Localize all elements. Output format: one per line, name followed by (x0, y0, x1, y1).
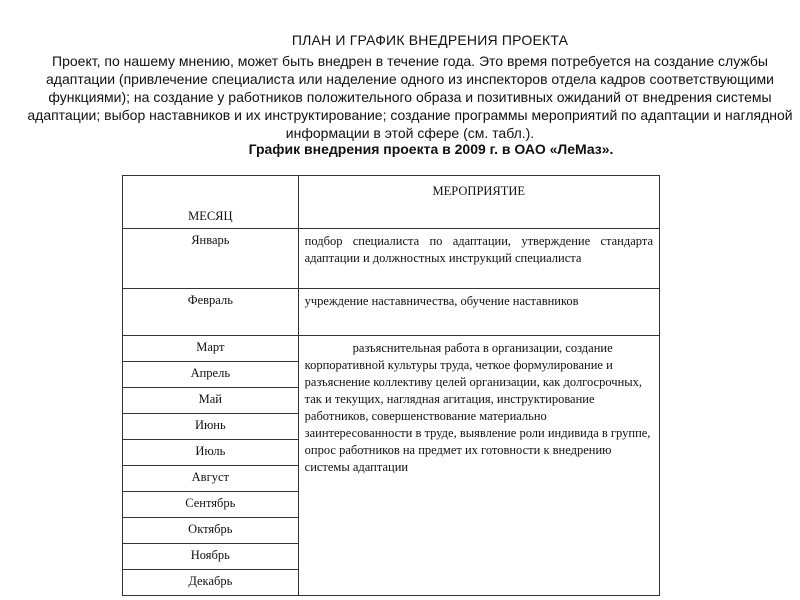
schedule-table (122, 175, 660, 596)
header-month: МЕСЯЦ (123, 176, 299, 229)
table-header-row (123, 176, 660, 229)
month-cell: Февраль (123, 289, 299, 336)
month-cell: Март (123, 336, 299, 362)
table-row (123, 336, 660, 362)
intro-paragraph (20, 52, 800, 142)
month-cell: Июль (123, 440, 299, 466)
activity-cell: учреждение наставничества, обучение наставников (298, 289, 659, 336)
activity-cell: разъяснительная работа в организации, создание корпоративной культуры труда, четкое формулирование и разъяснение коллективу целей организации, как долгосрочных, так и текущих, наглядная агитация, инструктирование работников, совершенствование материально заинтересованности в труде, выявление роли индивида в группе, опрос работников на предмет их готовности к внедрению системы адаптации (298, 336, 659, 596)
table-row (123, 229, 660, 289)
month-cell: Ноябрь (123, 544, 299, 570)
month-cell: Август (123, 466, 299, 492)
month-cell: Июнь (123, 414, 299, 440)
month-cell: Октябрь (123, 518, 299, 544)
month-cell: Декабрь (123, 570, 299, 596)
month-cell: Январь (123, 229, 299, 289)
header-activity: МЕРОПРИЯТИЕ (298, 176, 659, 229)
month-cell: Май (123, 388, 299, 414)
document-title: ПЛАН И ГРАФИК ВНЕДРЕНИЯ ПРОЕКТА (291, 32, 569, 48)
intro-text: Проект, по нашему мнению, может быть внедрен в течение года. Это время потребуется на создание службы адаптации (привлечение специалиста или наделение одного из инспекторов отдела кадров соответствующими функциями); на создание у работников положительного образа и позитивных ожиданий от внедрения системы адаптации; выбор наставников и их инструктирование; создание программы мероприятий по адаптации и наглядной информации в этой сфере (см. табл.). (27, 53, 793, 141)
month-cell: Апрель (123, 362, 299, 388)
table-row (123, 289, 660, 336)
activity-cell: подбор специалиста по адаптации, утверждение стандарта адаптации и должностных инструкций специалиста (298, 229, 659, 289)
month-cell: Сентябрь (123, 492, 299, 518)
table-caption: График внедрения проекта в 2009 г. в ОАО «ЛеМаз». (248, 141, 614, 157)
